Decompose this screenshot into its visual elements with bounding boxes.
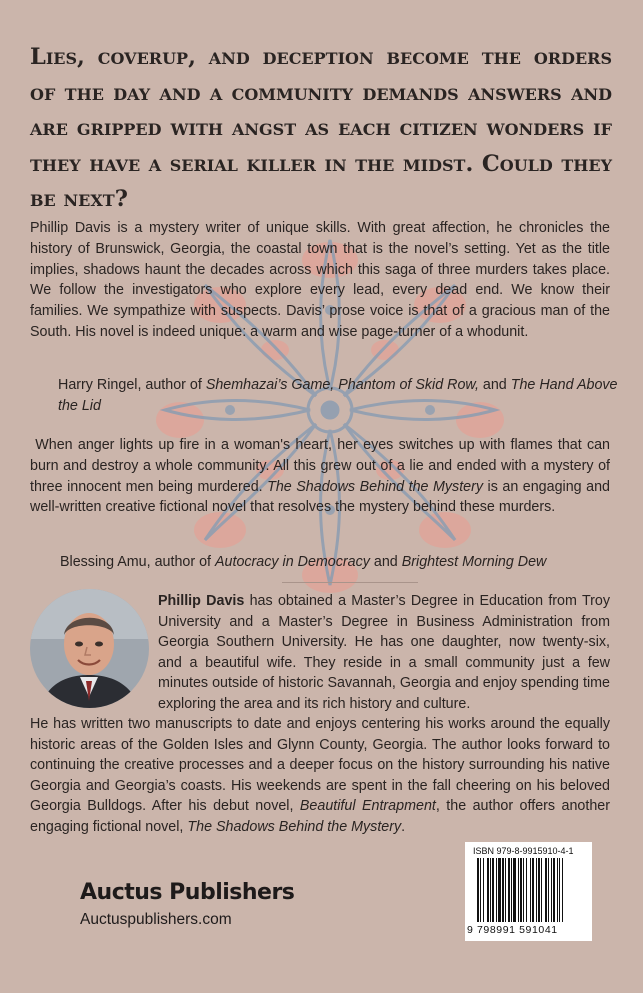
publisher-website: Auctuspublishers.com: [80, 911, 232, 928]
barcode-digits: 9 798991 591041: [467, 924, 558, 936]
review-blessing-amu: When anger lights up fire in a woman's heart, her eyes switches up with flames that can burn and destroy a whole community. All this grew out of a lie and ended with a mystery of three innocent men being murdered. The Shadows Behind the Mystery is an engaging and well-written creative fictional novel that resolves the mystery behind these murders.: [30, 437, 610, 516]
book-title: Autocracy in Democracy: [214, 554, 370, 570]
author-name: Phillip Davis: [158, 593, 245, 609]
isbn-barcode: [465, 842, 592, 941]
book-title: Brightest Morning Dew: [401, 554, 547, 570]
author-bio-continued: He has written two manuscripts to date and enjoys centering his works around the equally historic areas of the Golden Isles and Glynn County, Georgia. The author looks forward to continuing the creative processes and a deeper focus on the history surrounding his native Georgia and Georgia’s coasts. His weekends are spent in the fall cheering on his beloved Georgia Bulldogs. After his debut novel, Beautiful Entrapment, the author offers another engaging fictional novel, The Shadows Behind the Mystery.: [30, 716, 610, 835]
attribution-harry-ringel: Harry Ringel, author of Shemhazai’s Game, Phantom of Skid Row, and The Hand Above the Lid: [58, 377, 618, 414]
isbn-label: ISBN 979-8-9915910-4-1: [473, 846, 574, 856]
book-title: The Shadows Behind the Mystery: [187, 818, 402, 835]
author-photo: [30, 589, 149, 708]
publisher-name: Auctus Publishers: [80, 880, 295, 905]
publisher-logo: [80, 880, 294, 929]
author-bio-intro: Phillip Davis has obtained a Master’s Degree in Education from Troy University and a Master’s Degree in Business Administration from Georgia Southern University. He has one daughter, now twenty-six, and a beautiful wife. They reside in a small community just a few minutes outside of historic Savannah, Georgia and enjoy spending time exploring the area and its rich history and culture.: [158, 593, 611, 712]
attribution-blessing-amu: Blessing Amu, author of Autocracy in Democracy and Brightest Morning Dew: [60, 554, 547, 570]
book-title: Beautiful Entrapment: [299, 798, 436, 814]
divider-line: [282, 582, 418, 583]
book-title: The Hand Above the Lid: [58, 377, 618, 414]
review-harry-ringel: Phillip Davis is a mystery writer of unique skills. With great affection, he chronicles the history of Brunswick, Georgia, the coastal town that is the novel’s setting. Yet as the title implies, shadows haunt the decades across which this saga of three murders takes place. We follow the investigators who explore every lead, every dead end. We know their families. We sympathize with suspects. Davis’ prose voice is that of a gracious man of the South. His novel is indeed unique: a warm and wise page-turner of a whodunit.: [30, 220, 610, 340]
book-title: Shemhazai’s Game, Phantom of Skid Row,: [205, 377, 479, 393]
tagline: Lies, coverup, and deception become the orders of the day and a community demands answers and are gripped with angst as each citizen wonders if they have a serial killer in the midst. Could they be next?: [30, 44, 612, 212]
book-title: The Shadows Behind the Mystery: [267, 478, 484, 495]
